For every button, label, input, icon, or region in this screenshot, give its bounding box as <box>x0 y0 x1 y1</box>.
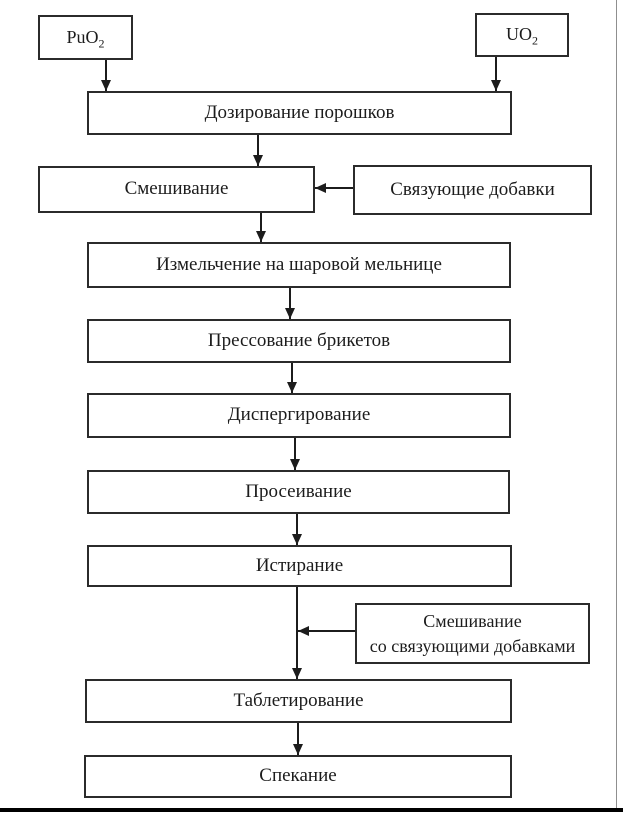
node-sintering <box>84 755 512 798</box>
arrow-milling-to-pressing <box>289 288 291 319</box>
node-sieving-label: Просеивание <box>245 480 352 502</box>
node-mixing-label: Смешивание <box>124 178 229 200</box>
node-mixing <box>38 166 315 213</box>
node-puo2-label: PuO$_2$ <box>66 26 105 51</box>
node-attrition-label: Истирание <box>255 554 344 576</box>
node-attrition <box>87 545 512 587</box>
node-pressing <box>87 319 511 363</box>
node-pressing-label: Прессование брикетов <box>207 329 391 351</box>
arrow-tabletting-to-sintering <box>297 723 299 755</box>
node-sieving <box>87 470 510 514</box>
node-mixing-binders <box>355 603 590 664</box>
node-milling <box>87 242 511 288</box>
node-mixing-binders-label: Смешивание со связующими добавками <box>369 611 576 656</box>
node-uo2 <box>475 13 569 57</box>
node-milling-label: Измельчение на шаровой мельнице <box>156 253 442 275</box>
node-binders <box>353 165 592 215</box>
node-tabletting <box>85 679 512 723</box>
arrow-sieving-to-attrition <box>296 514 298 545</box>
page-right-border <box>616 0 617 812</box>
page-bottom-border <box>0 808 623 812</box>
arrow-uo2-to-dosing <box>495 57 497 91</box>
arrow-puo2-to-dosing <box>105 60 107 91</box>
node-binders-label: Связующие добавки <box>390 178 555 200</box>
arrow-dosing-to-mixing <box>257 135 259 166</box>
arrow-dispersion-to-sieving <box>294 438 296 470</box>
arrow-mixing-to-milling <box>260 213 262 242</box>
arrow-pressing-to-dispersion <box>291 363 293 393</box>
node-tabletting-label: Таблетирование <box>233 689 364 711</box>
node-dosing <box>87 91 512 135</box>
node-dispersion <box>87 393 511 438</box>
node-puo2 <box>38 15 133 60</box>
node-dispersion-label: Диспергирование <box>227 404 371 426</box>
node-sintering-label: Спекание <box>259 765 337 787</box>
arrow-mixing-binders-to-flow <box>298 630 355 632</box>
node-dosing-label: Дозирование порошков <box>204 101 395 123</box>
node-uo2-label: $UO_2$ <box>506 24 538 48</box>
arrow-binders-to-mixing <box>315 187 353 189</box>
